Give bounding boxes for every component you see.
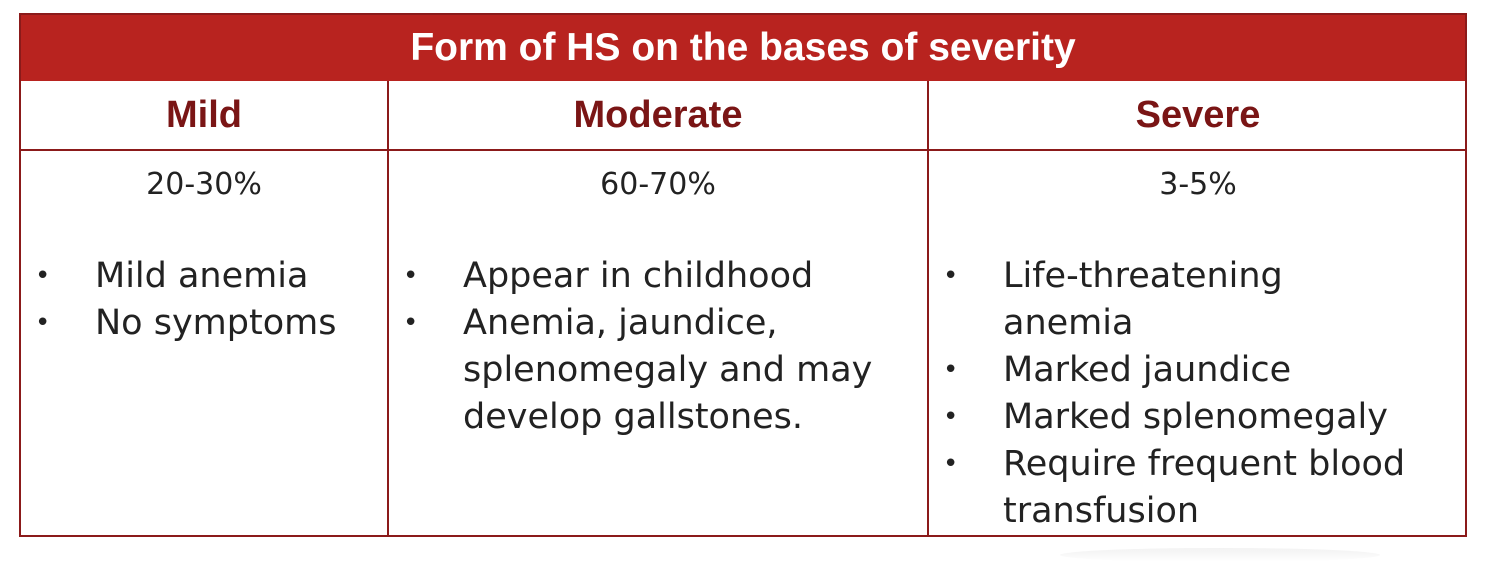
percentage-moderate: 60-70% [600,167,716,202]
bullet-list-severe [929,253,1467,535]
bullet-icon: • [943,402,959,432]
bullet-text-line: develop gallstones. [463,397,804,437]
header-severe: Severe [1135,94,1261,136]
bullet-list-mild [21,253,387,347]
severity-table [19,13,1467,537]
bullet-text-line: splenomegaly and may [463,350,873,390]
bullet-text: Marked jaundice [1003,350,1292,390]
percentage-severe: 3-5% [1159,167,1237,202]
bullet-icon: • [943,261,959,291]
bullet-text-line: Life-threatening [1003,256,1283,296]
list-item [21,253,387,300]
list-item [929,394,1467,441]
bullet-text-line: anemia [1003,303,1134,343]
bullet-text-line: transfusion [1003,491,1200,531]
cell-mild [21,151,387,535]
header-row [21,81,1465,151]
list-item [929,441,1467,535]
bullet-icon: • [35,261,51,291]
bullet-icon: • [403,261,419,291]
list-item [929,253,1467,347]
table-title: Form of HS on the bases of severity [21,15,1465,81]
slide-shadow [1060,548,1380,562]
bullet-text [1003,253,1283,347]
bullet-text [463,300,872,441]
list-item [21,300,387,347]
bullet-icon: • [943,449,959,479]
list-item [389,300,927,441]
bullet-text: Marked splenomegaly [1003,397,1388,437]
header-moderate: Moderate [573,94,743,136]
bullet-icon: • [35,308,51,338]
list-item [389,253,927,300]
header-mild: Mild [166,94,242,136]
cell-severe [929,151,1467,535]
bullet-text [1003,441,1405,535]
bullet-text: Mild anemia [95,256,309,296]
cell-moderate [389,151,927,535]
bullet-text-line: Require frequent blood [1003,444,1406,484]
percentage-mild: 20-30% [146,167,262,202]
list-item [929,347,1467,394]
bullet-icon: • [943,355,959,385]
bullet-text: No symptoms [95,303,337,343]
bullet-text: Appear in childhood [463,256,814,296]
bullet-list-moderate [389,253,927,441]
bullet-text-line: Anemia, jaundice, [463,303,778,343]
bullet-icon: • [403,308,419,338]
